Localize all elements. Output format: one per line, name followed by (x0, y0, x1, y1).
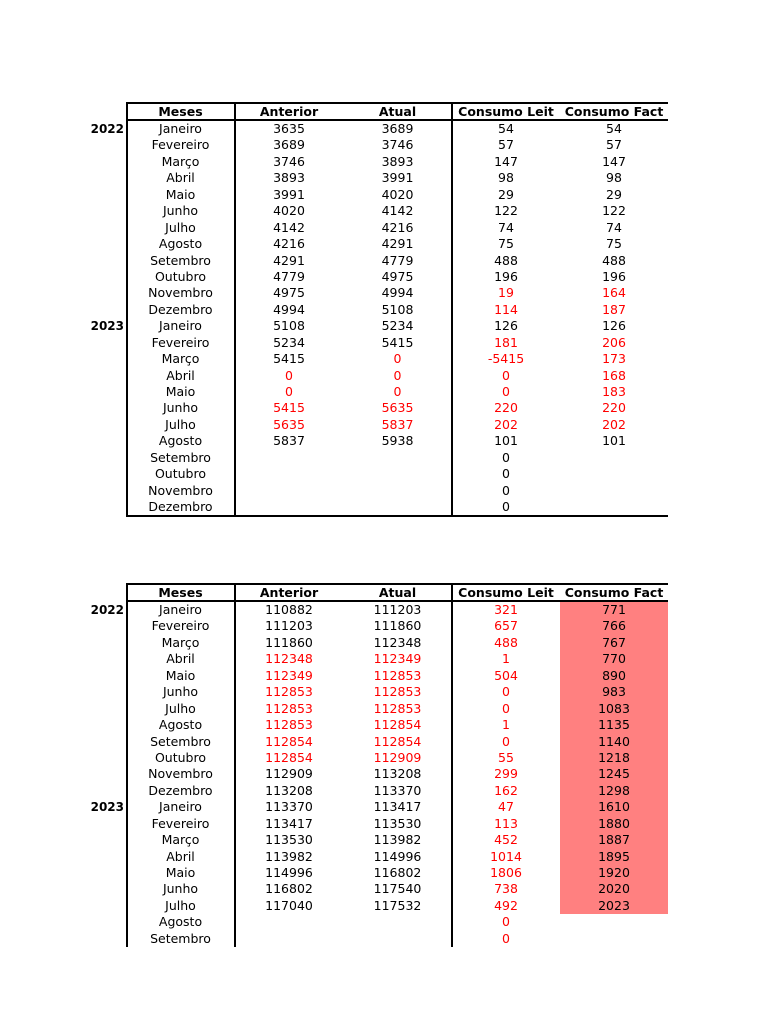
cell-consumo-leit[interactable]: 54 (498, 121, 514, 136)
cell-atual[interactable]: 113417 (373, 799, 422, 815)
cell-consumo-fact[interactable]: 57 (606, 137, 622, 153)
cell-anterior[interactable]: 111860 (265, 634, 313, 650)
cell-atual[interactable]: 116802 (373, 865, 422, 880)
cell-consumo-leit[interactable]: 29 (498, 186, 514, 202)
cell-anterior[interactable]: 5415 (273, 400, 305, 416)
cell-consumo-fact[interactable] (560, 499, 668, 515)
table-row (126, 684, 668, 700)
cell-atual[interactable]: 112349 (373, 651, 422, 667)
cell-consumo-leit[interactable]: 0 (502, 482, 510, 498)
cell-consumo-fact[interactable]: 1920 (560, 865, 668, 881)
cell-mes[interactable]: Setembro (150, 930, 211, 946)
table-row (90, 318, 668, 334)
cell-anterior[interactable]: 112853 (265, 684, 313, 700)
cell-atual[interactable]: 112909 (373, 749, 422, 765)
cell-atual[interactable]: 3893 (381, 153, 414, 169)
cell-atual[interactable]: 4975 (381, 268, 414, 284)
cell-atual[interactable]: 112853 (373, 684, 422, 700)
cell-anterior[interactable]: 110882 (265, 602, 313, 617)
cell-anterior[interactable]: 112853 (265, 717, 313, 733)
cell-mes[interactable]: Maio (165, 384, 196, 399)
cell-consumo-leit[interactable]: 0 (502, 499, 510, 515)
cell-consumo-fact[interactable]: 1880 (560, 816, 668, 832)
table-row (126, 898, 668, 914)
year-label: 2023 (90, 800, 124, 815)
table-row (126, 914, 668, 930)
cell-mes[interactable]: Junho (162, 400, 199, 416)
cell-anterior[interactable]: 5837 (273, 433, 305, 449)
cell-anterior[interactable]: 4975 (273, 285, 305, 301)
table-row (126, 668, 668, 684)
cell-mes[interactable]: Abril (166, 170, 195, 186)
cell-consumo-leit[interactable]: 1014 (490, 848, 522, 864)
cell-consumo-fact[interactable]: 1218 (560, 750, 668, 766)
cell-consumo-fact[interactable]: 2020 (560, 881, 668, 897)
cell-anterior[interactable] (235, 466, 343, 482)
cell-consumo-fact[interactable]: 101 (602, 433, 626, 449)
cell-atual[interactable]: 5837 (381, 416, 414, 432)
cell-consumo-fact[interactable]: 2023 (560, 898, 668, 914)
table-row (126, 302, 668, 318)
cell-anterior[interactable]: 3746 (273, 153, 305, 169)
cell-atual[interactable]: 112854 (373, 733, 422, 749)
cell-consumo-fact[interactable]: 1887 (560, 832, 668, 848)
cell-atual[interactable]: 4142 (381, 203, 414, 219)
cell-consumo-leit[interactable]: 122 (494, 203, 518, 219)
cell-atual[interactable]: 113530 (373, 815, 422, 831)
cell-consumo-fact[interactable] (560, 466, 668, 482)
cell-mes[interactable]: Abril (166, 367, 195, 383)
cell-consumo-fact[interactable]: 1895 (560, 849, 668, 865)
cell-anterior[interactable]: 5108 (273, 318, 305, 334)
header-consumo-fact[interactable]: Consumo Fact (564, 585, 664, 600)
cell-mes[interactable]: Agosto (158, 717, 203, 733)
cell-atual[interactable]: 4994 (381, 285, 414, 301)
cell-anterior[interactable] (235, 450, 343, 466)
cell-mes[interactable]: Agosto (158, 236, 203, 252)
cell-atual[interactable] (343, 931, 452, 947)
cell-atual[interactable]: 3991 (381, 170, 414, 186)
cell-mes[interactable]: Abril (166, 651, 195, 667)
cell-consumo-fact[interactable]: 1135 (560, 717, 668, 733)
cell-consumo-fact[interactable]: 1610 (560, 799, 668, 815)
cell-consumo-fact[interactable]: 75 (606, 236, 622, 252)
cell-consumo-fact[interactable]: 126 (602, 318, 626, 334)
cell-consumo-leit[interactable]: 162 (494, 782, 518, 798)
cell-consumo-leit[interactable]: 98 (498, 170, 514, 186)
table-row (126, 466, 668, 482)
table-row (126, 400, 668, 416)
cell-anterior[interactable]: 114996 (265, 865, 313, 880)
header-meses[interactable]: Meses (158, 104, 203, 119)
cell-consumo-fact[interactable]: 74 (606, 219, 622, 235)
column-divider (234, 103, 236, 516)
table-2022-2023-small (90, 103, 668, 516)
cell-consumo-fact[interactable]: 766 (560, 618, 668, 634)
table-bottom-border (126, 515, 668, 517)
header-consumo-leit[interactable]: Consumo Leit (458, 104, 554, 119)
cell-atual[interactable]: 4291 (381, 236, 414, 252)
table-row (126, 450, 668, 466)
column-divider (126, 103, 128, 516)
cell-mes[interactable]: Novembro (148, 285, 213, 301)
year-label: 2022 (90, 122, 124, 136)
cell-mes[interactable]: Maio (165, 667, 196, 683)
table-row (126, 384, 668, 400)
table-row (126, 701, 668, 717)
cell-atual[interactable]: 113370 (373, 782, 422, 798)
cell-atual[interactable]: 114996 (373, 848, 422, 864)
cell-consumo-leit[interactable]: 0 (502, 733, 510, 749)
cell-atual[interactable]: 113208 (373, 766, 422, 782)
cell-anterior[interactable]: 4216 (273, 236, 305, 252)
cell-atual[interactable]: 117540 (373, 881, 422, 897)
cell-anterior[interactable]: 0 (285, 367, 293, 383)
cell-anterior[interactable]: 5415 (273, 351, 305, 367)
table-row (126, 269, 668, 285)
cell-consumo-leit[interactable]: 0 (502, 466, 510, 482)
table-row (126, 635, 668, 651)
cell-mes[interactable]: Fevereiro (151, 815, 210, 831)
cell-anterior[interactable]: 112349 (265, 667, 313, 683)
cell-atual[interactable]: 5938 (381, 433, 414, 449)
cell-consumo-fact[interactable]: 196 (602, 268, 626, 284)
cell-anterior[interactable]: 0 (285, 384, 293, 399)
header-atual[interactable]: Atual (378, 104, 417, 119)
cell-mes[interactable]: Fevereiro (151, 137, 210, 153)
cell-mes[interactable]: Fevereiro (151, 618, 210, 634)
cell-mes[interactable]: Maio (165, 865, 196, 880)
cell-consumo-leit[interactable]: 74 (498, 219, 514, 235)
cell-mes[interactable]: Setembro (150, 449, 211, 465)
cell-atual[interactable]: 117532 (373, 897, 422, 913)
cell-mes[interactable]: Dezembro (148, 782, 213, 798)
table-row (126, 170, 668, 186)
cell-anterior[interactable]: 4291 (273, 252, 305, 268)
cell-mes[interactable]: Janeiro (159, 121, 202, 136)
table-row (90, 121, 668, 137)
cell-consumo-fact[interactable]: 1140 (560, 734, 668, 750)
cell-consumo-leit[interactable]: 0 (502, 930, 510, 946)
cell-consumo-leit[interactable]: 220 (494, 400, 518, 416)
table-row (126, 236, 668, 252)
cell-mes[interactable]: Agosto (158, 433, 203, 449)
cell-consumo-leit[interactable]: 0 (502, 449, 510, 465)
cell-consumo-fact[interactable]: 1083 (560, 701, 668, 717)
cell-consumo-leit[interactable]: 114 (494, 301, 518, 317)
table-row (126, 335, 668, 351)
cell-anterior[interactable] (235, 914, 343, 930)
table-row (126, 499, 668, 515)
cell-mes[interactable]: Março (161, 634, 200, 650)
cell-consumo-fact[interactable]: 54 (606, 121, 622, 136)
header-anterior[interactable]: Anterior (259, 585, 319, 600)
cell-atual[interactable]: 3746 (381, 137, 414, 153)
cell-mes[interactable]: Outubro (154, 466, 207, 482)
cell-atual[interactable]: 4216 (381, 219, 414, 235)
cell-mes[interactable]: Maio (165, 186, 196, 202)
cell-mes[interactable]: Junho (162, 203, 199, 219)
cell-consumo-fact[interactable]: 771 (560, 602, 668, 618)
cell-consumo-fact[interactable]: 488 (602, 252, 626, 268)
table-row (126, 187, 668, 203)
cell-consumo-leit[interactable]: 488 (494, 252, 518, 268)
cell-mes[interactable]: Janeiro (159, 799, 202, 815)
table-row (126, 816, 668, 832)
cell-mes[interactable]: Agosto (158, 914, 203, 930)
cell-anterior[interactable]: 112348 (265, 651, 313, 667)
cell-atual[interactable]: 113982 (373, 832, 422, 848)
cell-anterior[interactable]: 5234 (273, 334, 305, 350)
cell-atual[interactable]: 0 (393, 384, 402, 399)
table-row (126, 417, 668, 433)
table-row (126, 783, 668, 799)
column-divider (126, 584, 128, 947)
cell-atual[interactable] (343, 499, 452, 515)
cell-anterior[interactable]: 4020 (273, 203, 305, 219)
cell-consumo-leit[interactable]: 75 (498, 236, 514, 252)
cell-atual[interactable]: 4020 (381, 186, 414, 202)
cell-mes[interactable]: Dezembro (148, 301, 213, 317)
table-row (126, 750, 668, 766)
cell-atual[interactable]: 111203 (373, 602, 422, 617)
cell-consumo-leit[interactable]: 0 (502, 367, 510, 383)
table-row (126, 931, 668, 947)
cell-mes[interactable]: Fevereiro (151, 334, 210, 350)
cell-consumo-leit[interactable]: 113 (494, 815, 518, 831)
cell-consumo-leit[interactable]: 492 (494, 897, 518, 913)
cell-atual[interactable] (343, 914, 452, 930)
cell-consumo-leit[interactable]: 0 (502, 914, 510, 930)
table-row (126, 351, 668, 367)
cell-consumo-fact[interactable]: 983 (560, 684, 668, 700)
cell-atual[interactable]: 112854 (373, 717, 422, 733)
cell-anterior[interactable]: 113208 (265, 782, 313, 798)
cell-consumo-leit[interactable]: 47 (498, 799, 514, 815)
cell-mes[interactable]: Dezembro (148, 499, 213, 515)
cell-atual[interactable]: 3689 (381, 121, 414, 136)
table-row (126, 865, 668, 881)
header-consumo-leit[interactable]: Consumo Leit (458, 585, 554, 600)
cell-consumo-leit[interactable]: 55 (498, 749, 514, 765)
table-row (126, 368, 668, 384)
table-row (126, 651, 668, 667)
cell-anterior[interactable] (235, 931, 343, 947)
cell-anterior[interactable]: 113417 (265, 815, 313, 831)
cell-mes[interactable]: Março (161, 153, 200, 169)
cell-anterior[interactable]: 3689 (273, 137, 305, 153)
cell-consumo-leit[interactable]: 657 (494, 618, 518, 634)
cell-consumo-leit[interactable]: 57 (498, 137, 514, 153)
header-anterior[interactable]: Anterior (259, 104, 319, 119)
cell-consumo-fact[interactable] (560, 914, 668, 930)
cell-atual[interactable]: 5234 (381, 318, 414, 334)
cell-consumo-fact[interactable]: 122 (602, 203, 626, 219)
table-row (126, 881, 668, 897)
cell-anterior[interactable]: 112853 (265, 700, 313, 716)
table-row (126, 766, 668, 782)
cell-consumo-fact[interactable]: 767 (560, 635, 668, 651)
cell-consumo-leit[interactable]: 1 (502, 717, 510, 733)
cell-atual[interactable]: 0 (393, 367, 402, 383)
table-row (126, 832, 668, 848)
cell-mes[interactable]: Janeiro (159, 318, 202, 334)
cell-consumo-fact[interactable]: 220 (602, 400, 626, 416)
cell-consumo-leit[interactable]: 196 (494, 268, 518, 284)
column-divider (451, 584, 453, 947)
cell-consumo-leit[interactable]: 0 (502, 684, 510, 700)
table-header (126, 584, 668, 602)
cell-mes[interactable]: Abril (166, 848, 195, 864)
cell-mes[interactable]: Novembro (148, 482, 213, 498)
cell-mes[interactable]: Julho (165, 700, 196, 716)
cell-atual[interactable]: 112853 (373, 667, 422, 683)
column-divider (234, 584, 236, 947)
cell-consumo-leit[interactable]: 452 (494, 832, 518, 848)
cell-atual[interactable]: 4779 (381, 252, 414, 268)
cell-consumo-leit[interactable]: 0 (502, 700, 510, 716)
cell-consumo-leit[interactable]: 1 (502, 651, 510, 667)
cell-anterior[interactable]: 113530 (265, 832, 313, 848)
cell-consumo-fact[interactable]: 890 (560, 668, 668, 684)
cell-consumo-leit[interactable]: 0 (502, 384, 510, 399)
table-row (126, 154, 668, 170)
cell-anterior[interactable]: 3893 (273, 170, 305, 186)
cell-consumo-leit[interactable]: 147 (494, 153, 518, 169)
cell-anterior[interactable]: 112854 (265, 749, 313, 765)
cell-anterior[interactable]: 116802 (265, 881, 313, 897)
table-row (126, 618, 668, 634)
cell-atual[interactable]: 0 (393, 351, 402, 367)
cell-consumo-fact[interactable]: 206 (602, 334, 626, 350)
cell-mes[interactable]: Janeiro (159, 602, 202, 617)
table-row (126, 203, 668, 219)
cell-anterior[interactable]: 112909 (265, 766, 313, 782)
cell-consumo-fact[interactable] (560, 450, 668, 466)
table-row (126, 253, 668, 269)
cell-consumo-leit[interactable]: 488 (494, 634, 518, 650)
cell-mes[interactable]: Setembro (150, 733, 211, 749)
cell-anterior[interactable]: 111203 (265, 618, 313, 634)
cell-anterior[interactable]: 5635 (273, 416, 305, 432)
cell-consumo-leit[interactable]: 504 (494, 667, 518, 683)
cell-mes[interactable]: Março (161, 832, 200, 848)
cell-mes[interactable]: Setembro (150, 252, 211, 268)
table-body (90, 121, 668, 516)
cell-anterior[interactable]: 113982 (265, 848, 313, 864)
cell-mes[interactable]: Novembro (148, 766, 213, 782)
cell-consumo-fact[interactable]: 1245 (560, 766, 668, 782)
cell-consumo-leit[interactable]: 19 (498, 285, 514, 301)
cell-atual[interactable]: 5635 (381, 400, 414, 416)
cell-atual[interactable]: 5415 (381, 334, 414, 350)
cell-mes[interactable]: Julho (165, 219, 196, 235)
cell-anterior[interactable] (235, 499, 343, 515)
table-row (90, 799, 668, 815)
cell-consumo-leit[interactable]: 101 (494, 433, 518, 449)
cell-consumo-fact[interactable] (560, 931, 668, 947)
cell-anterior[interactable]: 4142 (273, 219, 305, 235)
cell-mes[interactable]: Julho (165, 416, 196, 432)
cell-mes[interactable]: Março (161, 351, 200, 367)
cell-consumo-fact[interactable]: 173 (602, 351, 626, 367)
header-consumo-fact[interactable]: Consumo Fact (564, 104, 664, 119)
cell-atual[interactable]: 112853 (373, 700, 422, 716)
cell-consumo-fact[interactable]: 164 (602, 285, 626, 301)
cell-consumo-fact[interactable]: 168 (602, 367, 626, 383)
cell-consumo-fact[interactable]: 187 (602, 301, 626, 317)
year-label: 2022 (90, 603, 124, 617)
cell-anterior[interactable] (235, 483, 343, 499)
cell-consumo-fact[interactable]: 29 (606, 186, 622, 202)
cell-consumo-fact[interactable]: 98 (606, 170, 622, 186)
table-row (126, 433, 668, 449)
cell-atual[interactable] (343, 483, 452, 499)
table-row (126, 734, 668, 750)
table-row (126, 483, 668, 499)
table-row (126, 220, 668, 236)
cell-consumo-fact[interactable] (560, 483, 668, 499)
cell-consumo-leit[interactable]: 299 (494, 766, 518, 782)
cell-consumo-fact[interactable]: 202 (602, 416, 626, 432)
cell-consumo-leit[interactable]: 181 (494, 334, 518, 350)
table-row (126, 137, 668, 153)
cell-atual[interactable]: 5108 (381, 301, 414, 317)
table-body (90, 602, 668, 947)
cell-atual[interactable]: 112348 (373, 634, 422, 650)
cell-atual[interactable] (343, 450, 452, 466)
cell-anterior[interactable]: 4994 (273, 301, 305, 317)
cell-anterior[interactable]: 117040 (265, 897, 313, 913)
cell-consumo-fact[interactable]: 147 (602, 153, 626, 169)
cell-consumo-leit[interactable]: -5415 (487, 351, 525, 367)
cell-consumo-leit[interactable]: 126 (494, 318, 518, 334)
cell-consumo-fact[interactable]: 183 (602, 384, 626, 399)
cell-mes[interactable]: Outubro (154, 749, 207, 765)
year-label: 2023 (90, 319, 124, 334)
cell-consumo-fact[interactable]: 770 (560, 651, 668, 667)
cell-anterior[interactable]: 112854 (265, 733, 313, 749)
table-row (126, 285, 668, 301)
column-divider (451, 103, 453, 516)
cell-consumo-leit[interactable]: 202 (494, 416, 518, 432)
cell-consumo-fact[interactable]: 1298 (560, 783, 668, 799)
cell-anterior[interactable]: 3991 (273, 186, 305, 202)
table-row (126, 849, 668, 865)
cell-consumo-leit[interactable]: 321 (494, 602, 518, 617)
cell-atual[interactable] (343, 466, 452, 482)
cell-mes[interactable]: Outubro (154, 268, 207, 284)
table-row (90, 602, 668, 618)
cell-atual[interactable]: 111860 (373, 618, 422, 634)
table-header (126, 103, 668, 121)
cell-anterior[interactable]: 3635 (273, 121, 305, 136)
header-meses[interactable]: Meses (158, 585, 203, 600)
cell-mes[interactable]: Julho (165, 897, 196, 913)
cell-anterior[interactable]: 4779 (273, 268, 305, 284)
cell-mes[interactable]: Junho (162, 881, 199, 897)
cell-consumo-leit[interactable]: 738 (494, 881, 518, 897)
cell-anterior[interactable]: 113370 (265, 799, 313, 815)
table-2022-2023-large (90, 584, 668, 947)
cell-mes[interactable]: Junho (162, 684, 199, 700)
header-atual[interactable]: Atual (378, 585, 417, 600)
table-row (126, 717, 668, 733)
cell-consumo-leit[interactable]: 1806 (490, 865, 522, 880)
